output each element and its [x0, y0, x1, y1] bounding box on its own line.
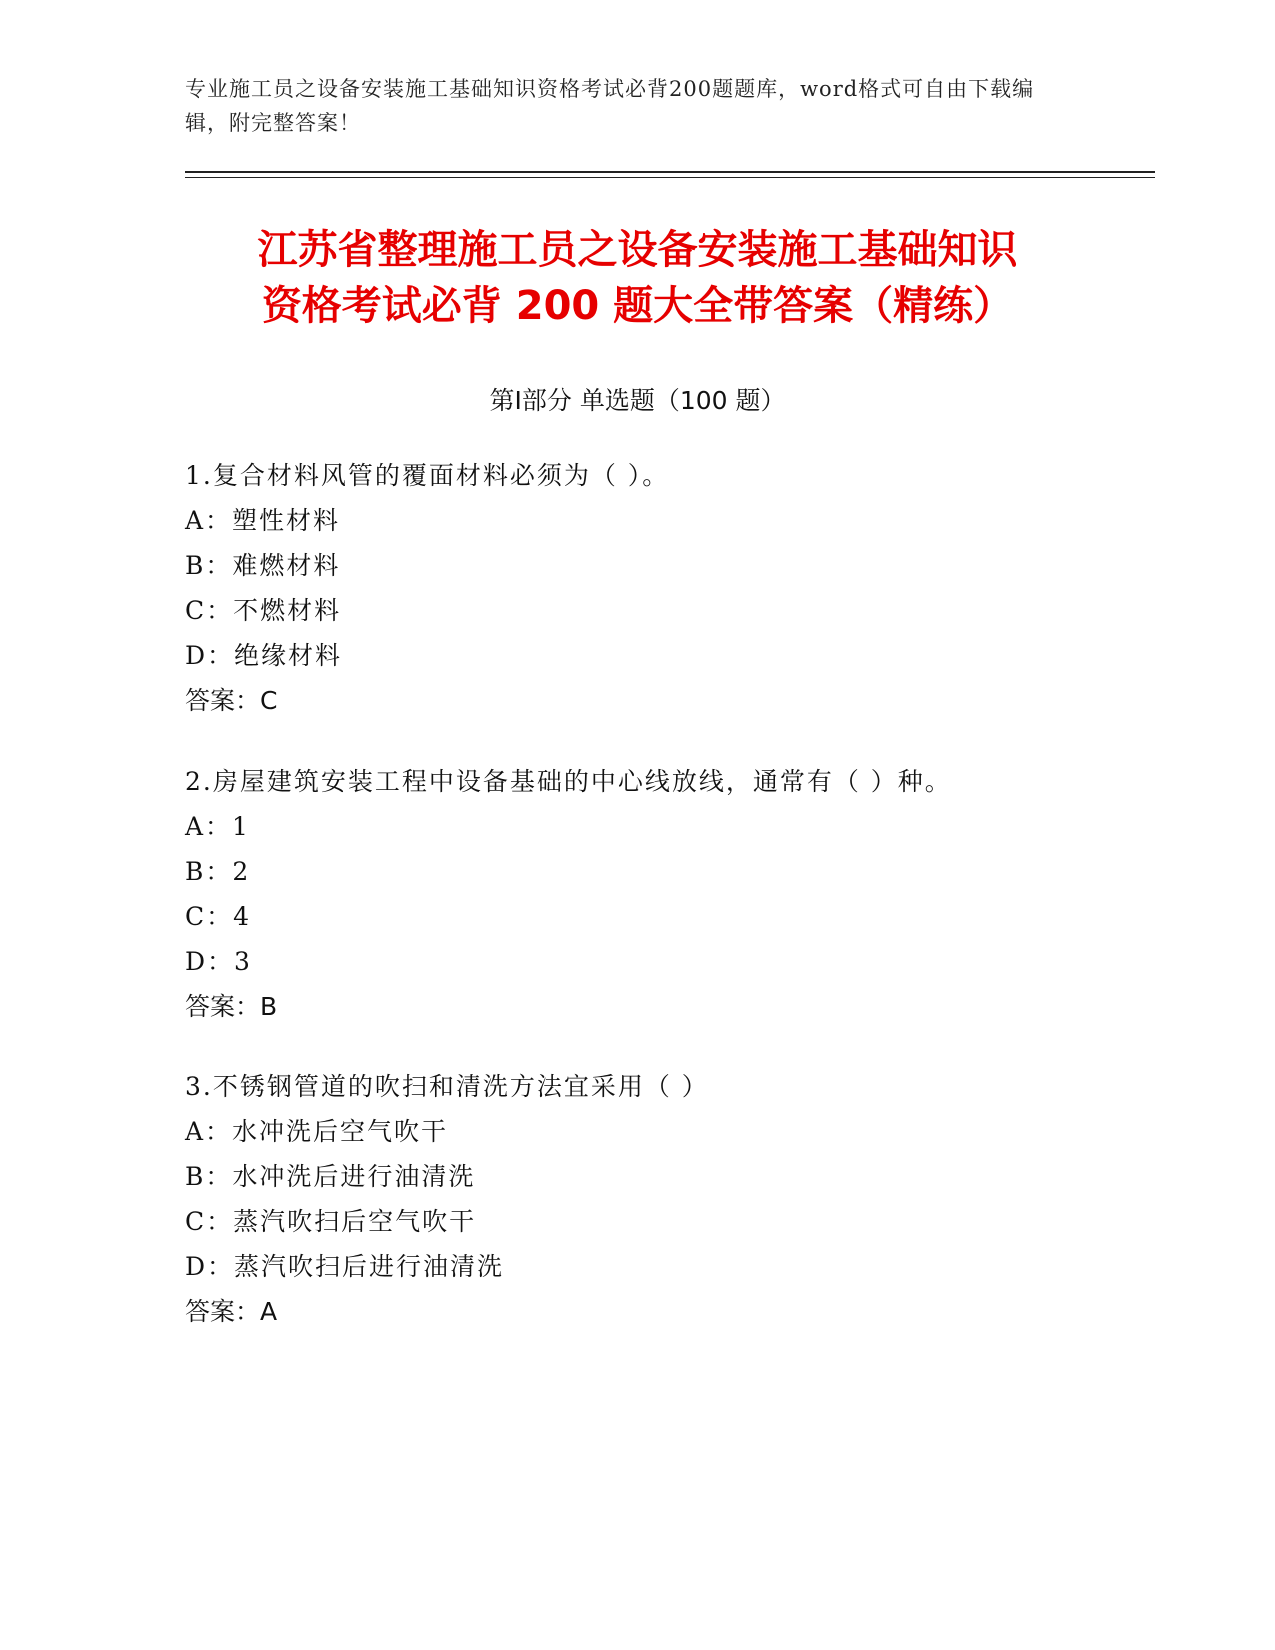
header-divider-bottom [185, 177, 1155, 178]
answer: 答案：B [185, 992, 278, 1021]
question-3 [185, 1064, 1145, 1334]
option-a: A：水冲洗后空气吹干 [185, 1117, 449, 1146]
header-note: 专业施工员之设备安装施工基础知识资格考试必背200题题库，word格式可自由下载编辑，附完整答案！ [185, 77, 1035, 135]
question-2 [185, 759, 1145, 1029]
option-c: C：不燃材料 [185, 596, 342, 625]
option-d: D：3 [185, 947, 252, 976]
header-divider-top [185, 171, 1155, 173]
title-line-1: 江苏省整理施工员之设备安装施工基础知识 [257, 227, 1018, 273]
option-a: A：1 [185, 812, 250, 841]
option-b: B：2 [185, 857, 251, 886]
answer: 答案：C [185, 686, 278, 715]
option-c: C：蒸汽吹扫后空气吹干 [185, 1207, 477, 1236]
answer: 答案：A [185, 1297, 278, 1326]
question-1 [185, 453, 1145, 723]
option-d: D：蒸汽吹扫后进行油清洗 [185, 1252, 505, 1281]
question-stem: 2.房屋建筑安装工程中设备基础的中心线放线，通常有（ ）种。 [185, 767, 952, 796]
question-stem: 1.复合材料风管的覆面材料必须为（ ）。 [185, 461, 670, 490]
option-b: B：难燃材料 [185, 551, 341, 580]
document-title [185, 222, 1090, 334]
question-stem: 3.不锈钢管道的吹扫和清洗方法宜采用（ ） [185, 1072, 709, 1101]
option-d: D：绝缘材料 [185, 641, 343, 670]
option-a: A：塑性材料 [185, 506, 341, 535]
option-c: C：4 [185, 902, 252, 931]
option-b: B：水冲洗后进行油清洗 [185, 1162, 476, 1191]
title-line-2: 资格考试必背 200 题大全带答案（精练） [261, 283, 1014, 329]
section-heading: 第Ⅰ部分 单选题（100 题） [489, 386, 786, 415]
